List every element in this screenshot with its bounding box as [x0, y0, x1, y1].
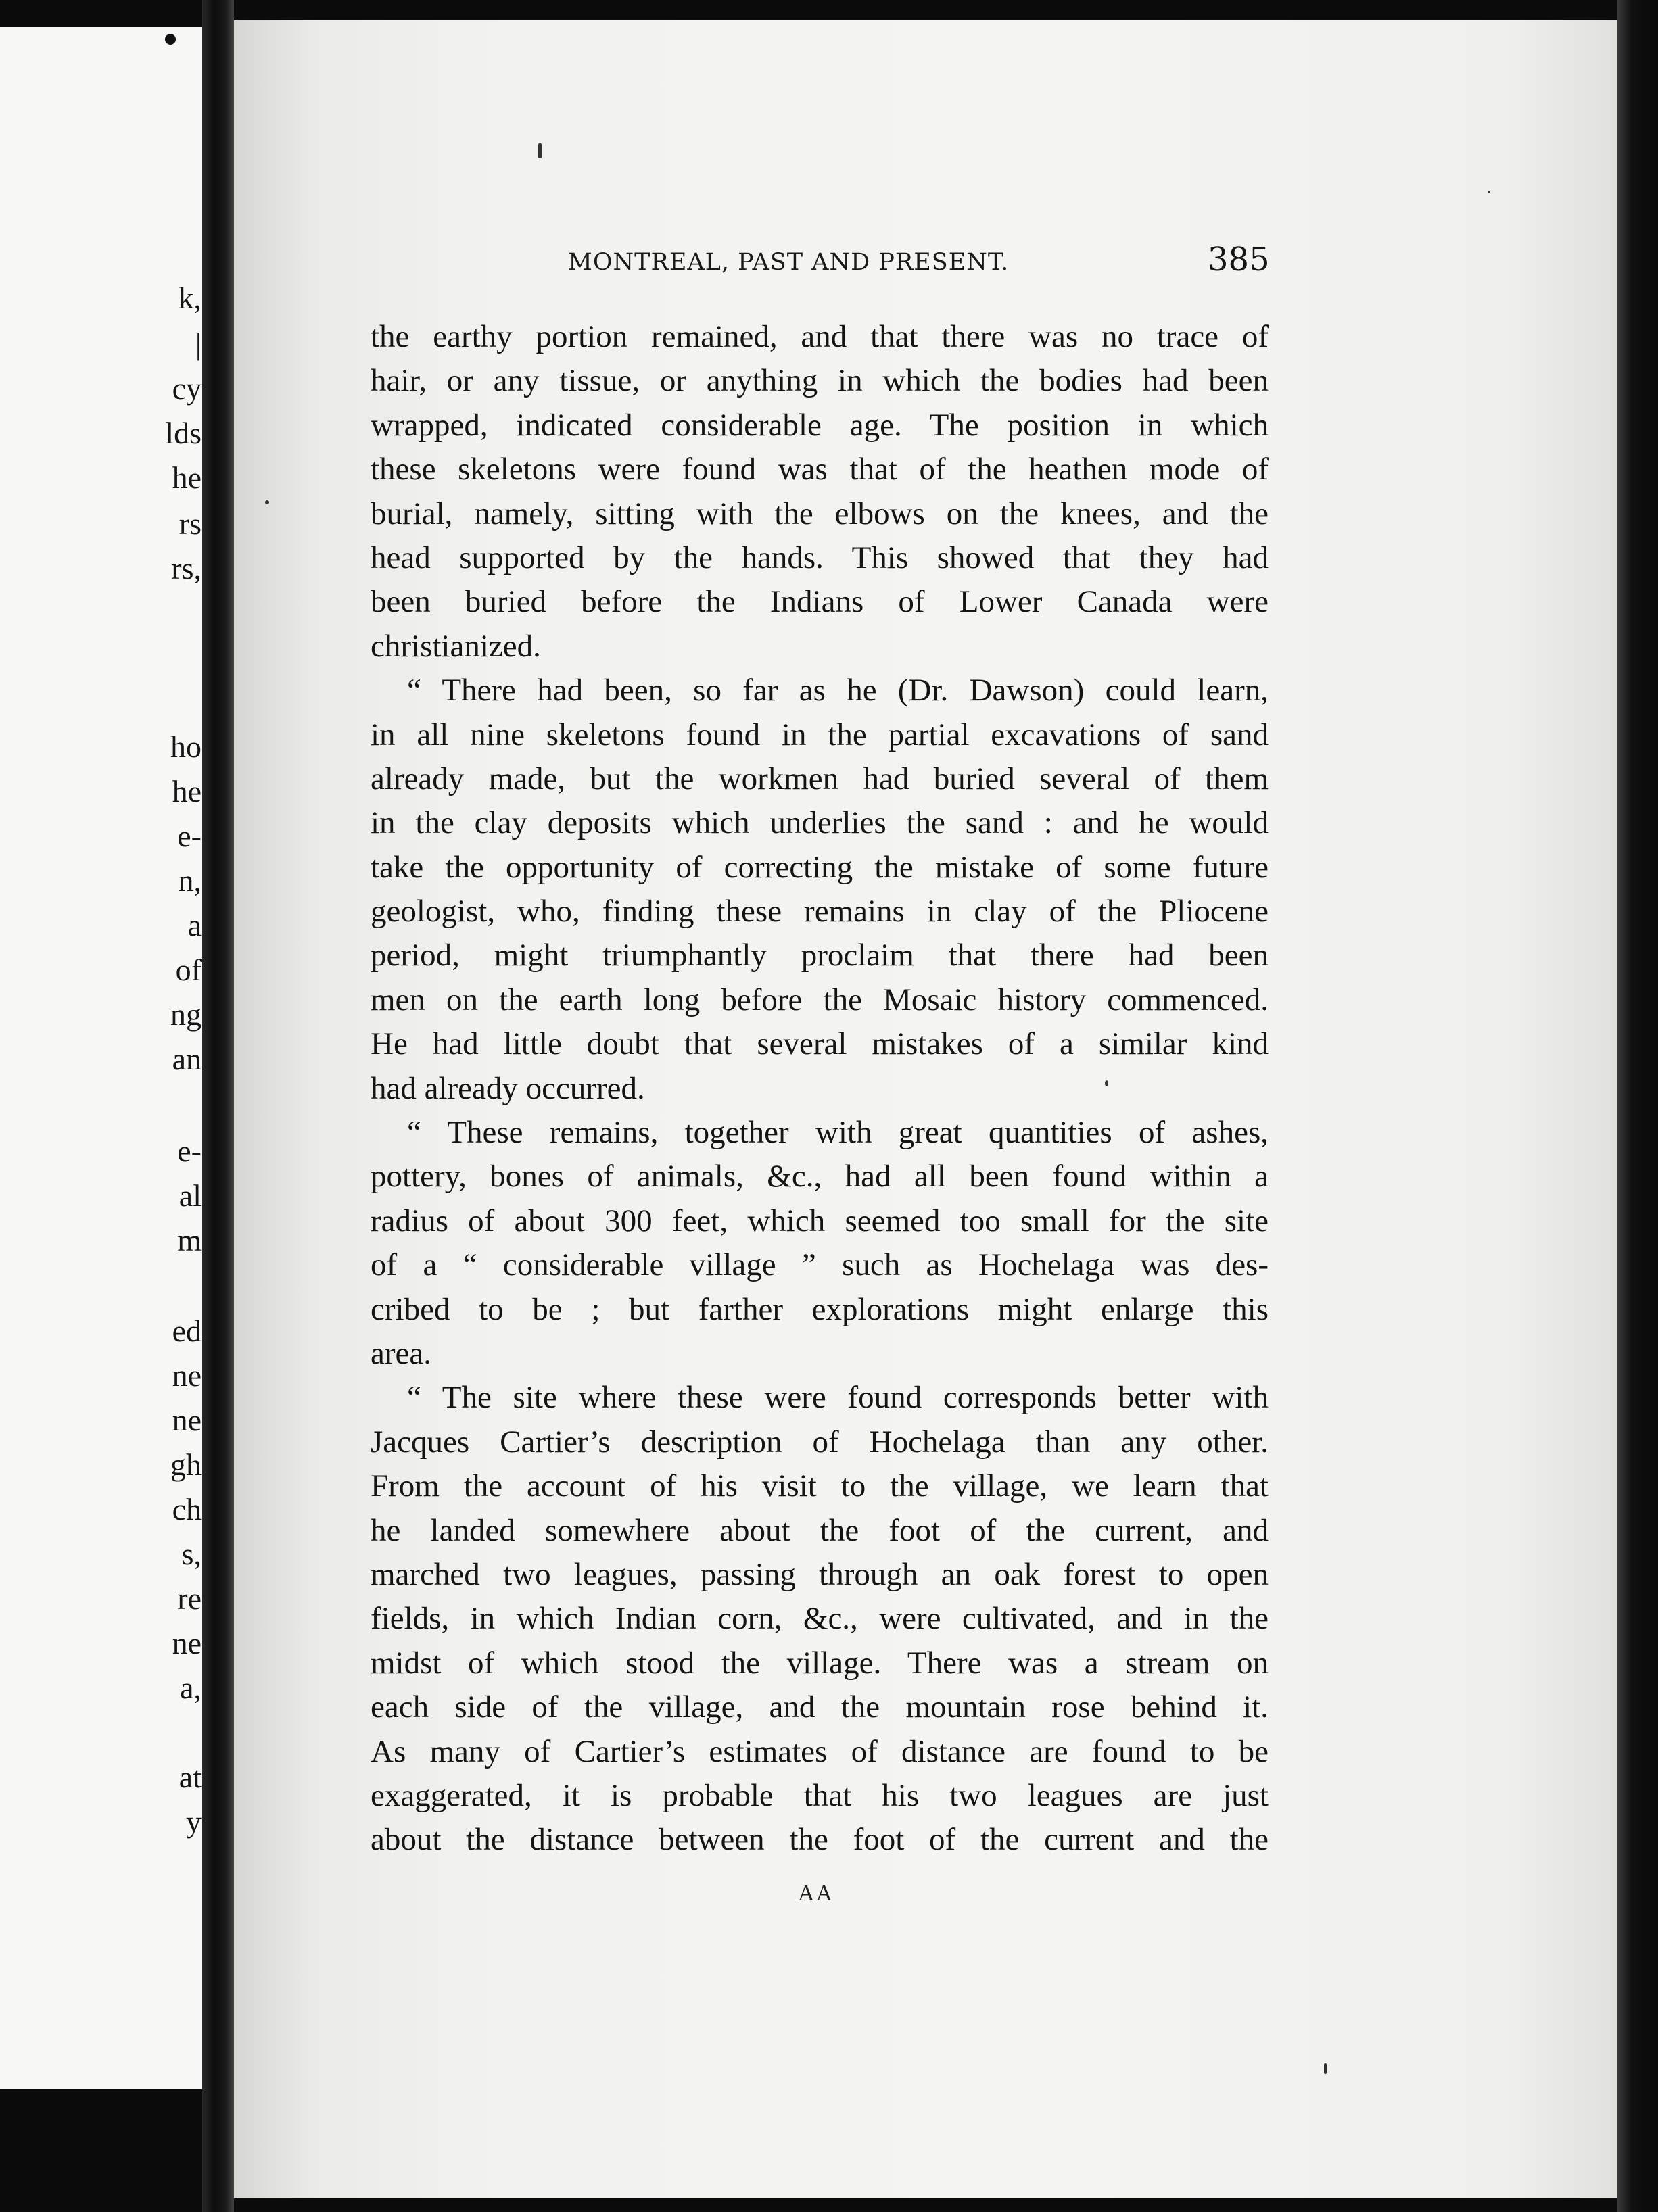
- left-page-fragment: ne: [172, 1403, 202, 1437]
- text-line: period, might triumphantly proclaim that there had been: [371, 938, 1269, 973]
- text-line: From the account of his visit to the village, we learn that: [371, 1468, 1269, 1504]
- left-page-fragment: ho: [170, 729, 202, 764]
- text-line: each side of the village, and the mountain rose behind it.: [371, 1689, 1269, 1725]
- left-page-fragment: he: [172, 460, 202, 495]
- text-line: christianized.: [371, 628, 541, 664]
- text-line: of a “ considerable village ” such as Hochelaga was des-: [371, 1247, 1269, 1283]
- text-line: the earthy portion remained, and that there was no trace of: [371, 319, 1269, 354]
- left-page-fragment: ne: [172, 1626, 202, 1660]
- text-line: “ These remains, together with great quantities of ashes,: [407, 1115, 1269, 1151]
- text-line: about the distance between the foot of the current and the: [371, 1822, 1269, 1858]
- left-page-fragment: ed: [172, 1314, 202, 1348]
- left-page: [0, 27, 202, 2089]
- text-line: in all nine skeletons found in the partial excavations of sand: [371, 717, 1269, 752]
- left-page-fragment: ne: [172, 1358, 202, 1393]
- right-page: [234, 20, 1617, 2198]
- text-line: Jacques Cartier’s description of Hochelaga than any other.: [371, 1424, 1269, 1460]
- left-page-fragment: n,: [178, 863, 202, 898]
- scan-speck: [1324, 2063, 1327, 2074]
- page-body-text: [371, 315, 1269, 1862]
- text-line: been buried before the Indians of Lower Canada were: [371, 584, 1269, 620]
- left-page-fragment: s,: [181, 1537, 202, 1571]
- left-page-fragment: |: [195, 327, 202, 361]
- left-page-text-fragments: [0, 27, 202, 2089]
- text-line: he landed somewhere about the foot of the current, and: [371, 1512, 1269, 1548]
- text-line: take the opportunity of correcting the mistake of some future: [371, 849, 1269, 885]
- text-line: pottery, bones of animals, &c., had all been found within a: [371, 1159, 1269, 1195]
- text-line: geologist, who, finding these remains in clay of the Pliocene: [371, 894, 1269, 930]
- text-line: As many of Cartier’s estimates of distance are found to be: [371, 1733, 1269, 1769]
- left-page-fragment: an: [172, 1042, 202, 1076]
- left-page-fragment: a,: [180, 1670, 202, 1705]
- left-page-fragment: he: [172, 774, 202, 809]
- left-page-fragment: k,: [178, 281, 202, 315]
- left-page-fragment: of: [175, 953, 202, 987]
- text-line: “ The site where these were found corresponds better with: [407, 1380, 1269, 1416]
- left-page-fragment: lds: [165, 416, 202, 450]
- text-line: exaggerated, it is probable that his two leagues are just: [371, 1777, 1269, 1813]
- left-page-fragment: cy: [172, 371, 202, 406]
- text-line: radius of about 300 feet, which seemed too small for the site: [371, 1203, 1269, 1239]
- left-page-fragment: e-: [177, 819, 202, 853]
- text-line: cribed to be ; but farther explorations might enlarge this: [371, 1291, 1269, 1327]
- right-page-edge: [1617, 0, 1658, 2212]
- left-page-fragment: a: [187, 908, 202, 942]
- left-page-fragment: m: [177, 1223, 202, 1257]
- signature-mark: AA: [798, 1881, 834, 1906]
- text-line: men on the earth long before the Mosaic history commenced.: [371, 982, 1269, 1017]
- text-line: burial, namely, sitting with the elbows on the knees, and the: [371, 496, 1269, 531]
- book-gutter: [202, 0, 234, 2212]
- left-page-fragment: ng: [170, 997, 202, 1032]
- text-line: head supported by the hands. This showed that they had: [371, 539, 1269, 575]
- left-page-fragment: re: [177, 1581, 202, 1616]
- scan-speck: [265, 500, 269, 504]
- left-page-fragment: gh: [170, 1447, 202, 1482]
- scan-speck: [1105, 1080, 1108, 1086]
- scan-speck: [538, 143, 542, 158]
- left-page-fragment: at: [179, 1760, 202, 1794]
- text-line: hair, or any tissue, or anything in which the bodies had been: [371, 363, 1269, 399]
- text-line: midst of which stood the village. There was a stream on: [371, 1645, 1269, 1681]
- running-header-title: MONTREAL, PAST AND PRESENT.: [568, 249, 1010, 276]
- text-line: in the clay deposits which underlies the sand : and he would: [371, 805, 1269, 841]
- text-line: already made, but the workmen had buried several of them: [371, 761, 1269, 796]
- text-line: these skeletons were found was that of the heathen mode of: [371, 452, 1269, 487]
- text-line: He had little doubt that several mistakes of a similar kind: [371, 1026, 1269, 1062]
- text-line: marched two leagues, passing through an oak forest to open: [371, 1556, 1269, 1592]
- text-line: area.: [371, 1335, 431, 1371]
- text-line: “ There had been, so far as he (Dr. Dawson) could learn,: [407, 673, 1269, 708]
- left-page-fragment: e-: [177, 1134, 202, 1168]
- left-page-fragment: rs: [179, 506, 202, 541]
- left-page-fragment: ch: [172, 1492, 202, 1526]
- text-line: wrapped, indicated considerable age. The position in which: [371, 407, 1269, 443]
- text-line: had already occurred.: [371, 1070, 645, 1106]
- scan-speck: [1488, 191, 1490, 193]
- page-number: 385: [1208, 241, 1270, 279]
- text-line: fields, in which Indian corn, &c., were cultivated, and in the: [371, 1601, 1269, 1637]
- left-page-fragment: y: [186, 1804, 202, 1839]
- left-page-fragment: al: [179, 1178, 202, 1213]
- left-page-fragment: rs,: [171, 551, 202, 585]
